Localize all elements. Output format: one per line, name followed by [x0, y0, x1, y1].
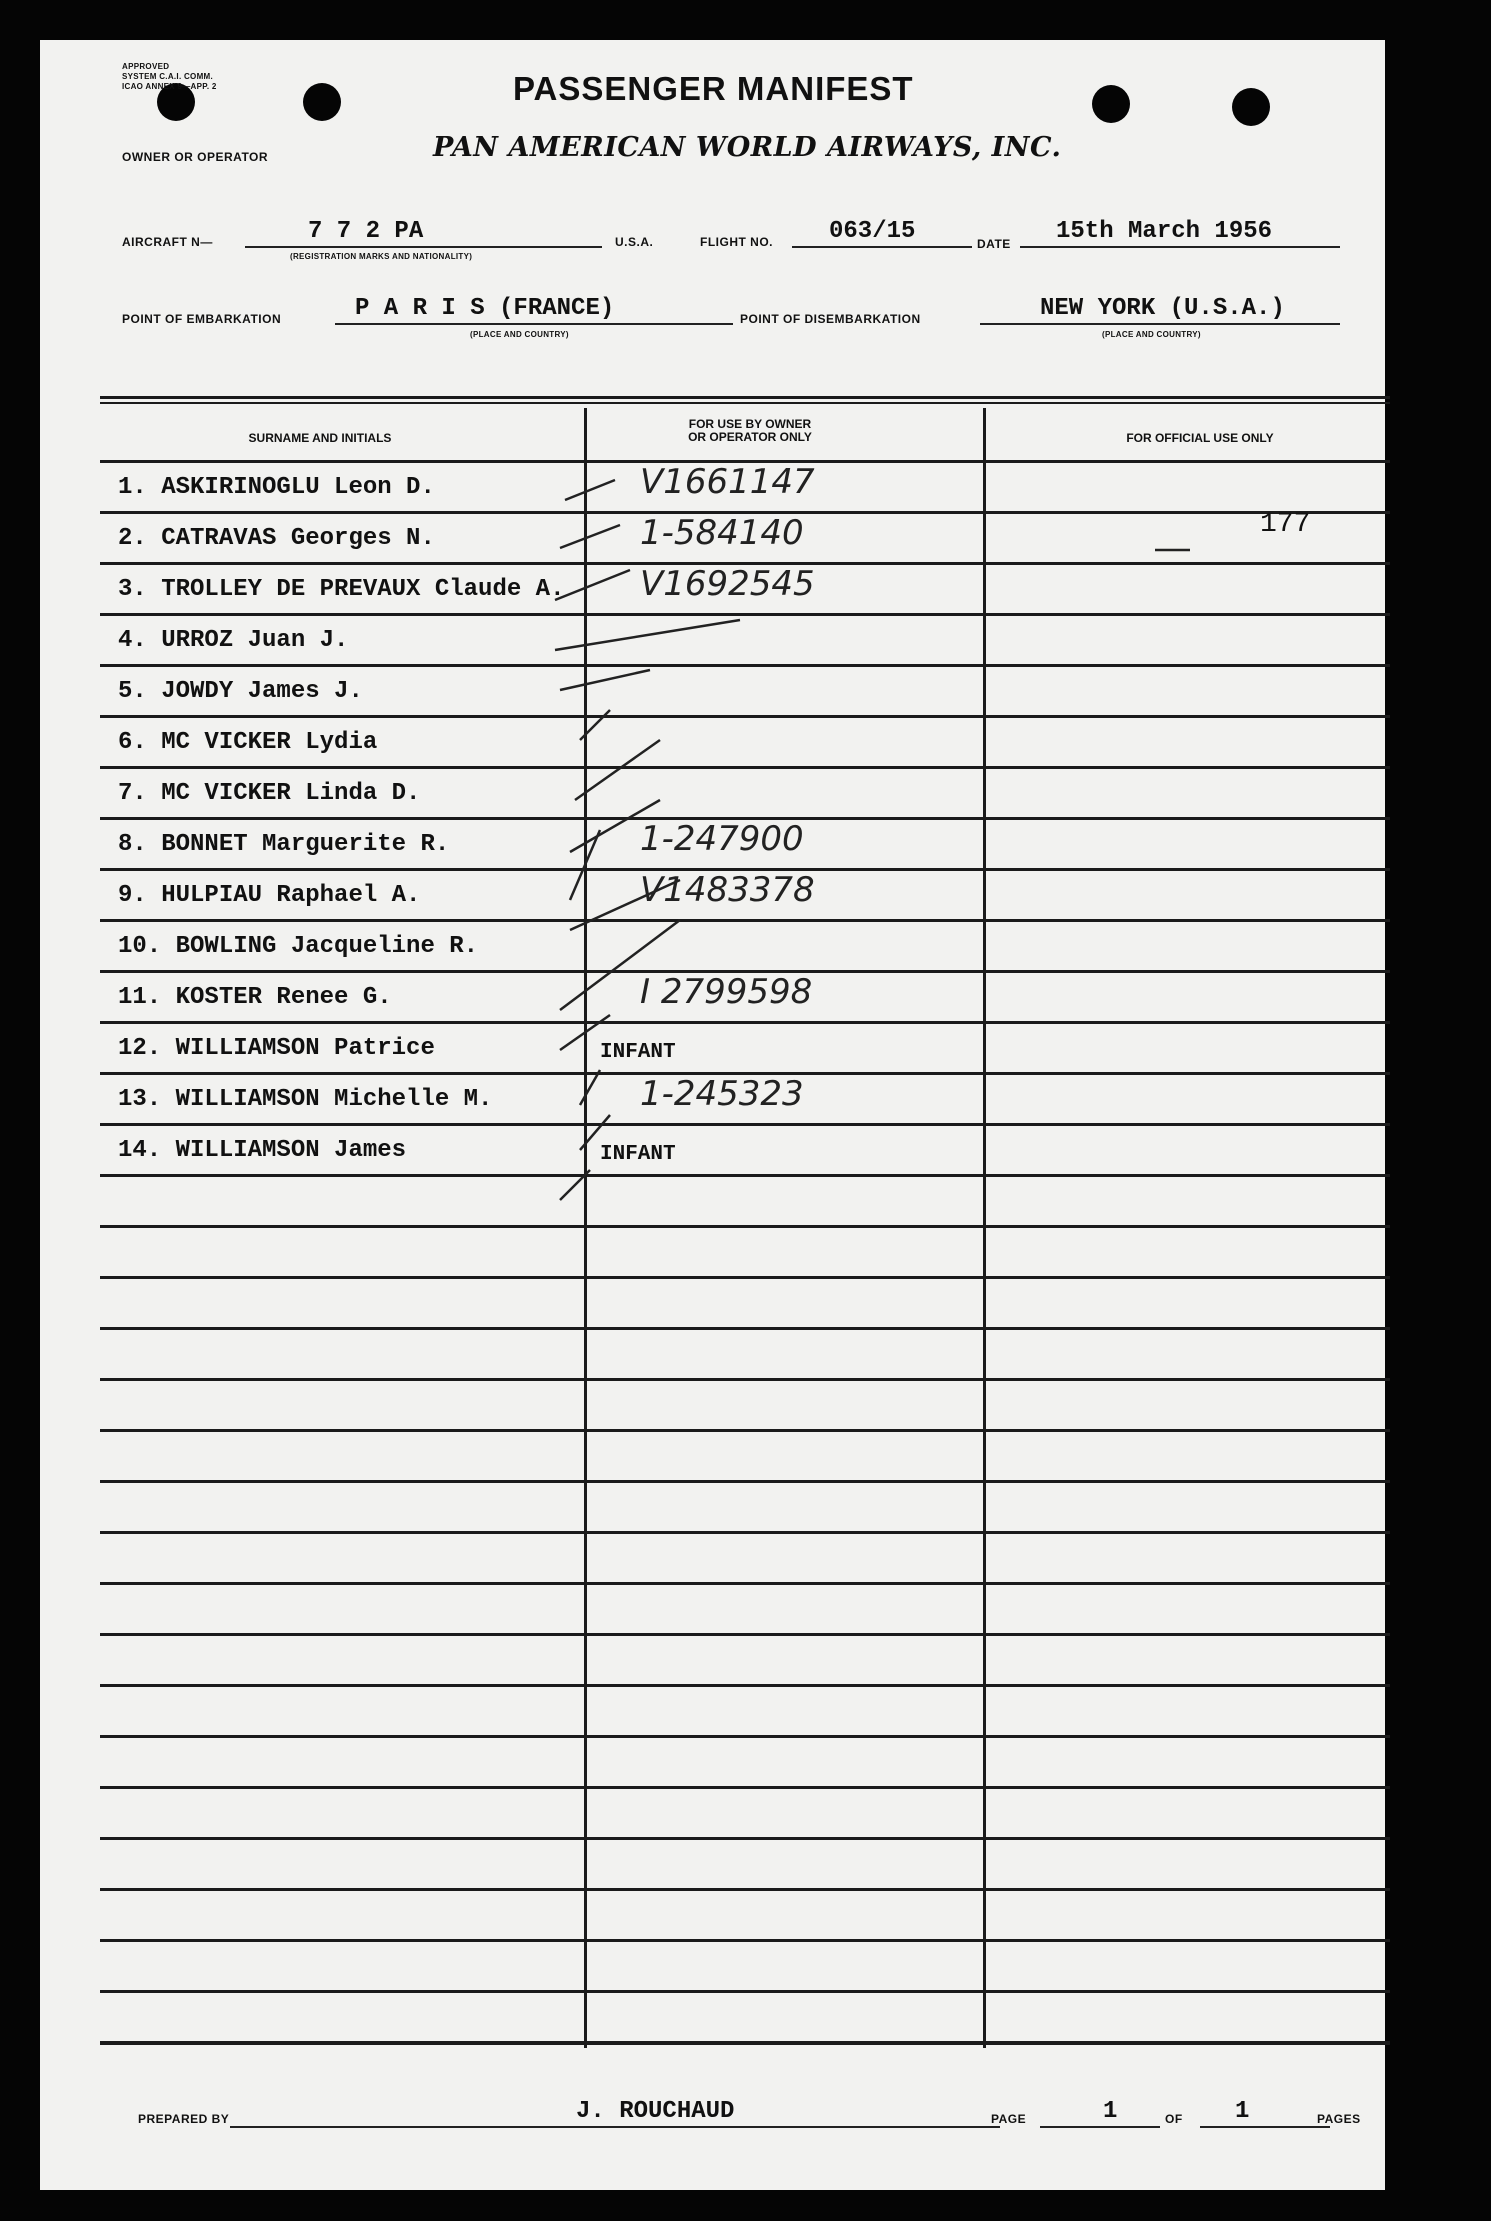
passenger-name: 8. BONNET Marguerite R. [118, 831, 450, 858]
passenger-name: 6. MC VICKER Lydia [118, 729, 378, 756]
owner-note: V1661147 [640, 462, 815, 502]
flight-label: FLIGHT NO. [700, 235, 773, 249]
passenger-name: 9. HULPIAU Raphael A. [118, 882, 421, 909]
approval-line: SYSTEM C.A.I. COMM. [122, 72, 214, 81]
pages-label: PAGES [1317, 2112, 1361, 2126]
page-number: 1 [1103, 2098, 1118, 2125]
handwritten-ticks [40, 40, 1385, 2190]
passenger-name: 4. URROZ Juan J. [118, 627, 349, 654]
document-title: PASSENGER MANIFEST [513, 70, 914, 107]
column-header-owner-line: OR OPERATOR ONLY [688, 430, 812, 444]
passenger-name: 13. WILLIAMSON Michelle M. [118, 1086, 493, 1113]
owner-value: PAN AMERICAN WORLD AIRWAYS, INC. [433, 132, 1062, 163]
page-total: 1 [1235, 2098, 1250, 2125]
embarkation-label: POINT OF EMBARKATION [122, 312, 282, 326]
passenger-name: 2. CATRAVAS Georges N. [118, 525, 435, 552]
disembarkation-label: POINT OF DISEMBARKATION [740, 312, 921, 326]
aircraft-label: AIRCRAFT N— [122, 235, 213, 249]
of-label: OF [1165, 2112, 1183, 2126]
flight-value: 063/15 [829, 218, 916, 245]
disembarkation-value: NEW YORK (U.S.A.) [1040, 295, 1285, 322]
passenger-name: 3. TROLLEY DE PREVAUX Claude A. [118, 576, 565, 603]
column-header-official: FOR OFFICIAL USE ONLY [1126, 431, 1274, 445]
owner-note: 1-247900 [640, 819, 804, 859]
owner-note: INFANT [600, 1143, 676, 1166]
approval-line: APPROVED [122, 62, 170, 71]
page-label: PAGE [991, 2112, 1027, 2126]
usa-label: U.S.A. [615, 235, 654, 249]
passenger-name: 10. BOWLING Jacqueline R. [118, 933, 479, 960]
disembarkation-caption: (PLACE AND COUNTRY) [1102, 330, 1201, 339]
date-label: DATE [977, 237, 1011, 251]
embarkation-value: P A R I S (FRANCE) [355, 295, 615, 322]
column-header-surname: SURNAME AND INITIALS [248, 431, 392, 445]
passenger-name: 1. ASKIRINOGLU Leon D. [118, 474, 435, 501]
column-header-owner-line: FOR USE BY OWNER [688, 417, 812, 431]
owner-label: OWNER OR OPERATOR [122, 150, 269, 164]
passenger-name: 14. WILLIAMSON James [118, 1137, 407, 1164]
aircraft-caption: (REGISTRATION MARKS AND NATIONALITY) [290, 252, 473, 261]
date-value: 15th March 1956 [1056, 218, 1273, 245]
passenger-name: 12. WILLIAMSON Patrice [118, 1035, 435, 1062]
embarkation-caption: (PLACE AND COUNTRY) [470, 330, 569, 339]
manifest-page [40, 40, 1385, 2190]
owner-note: V1692545 [640, 564, 815, 604]
passenger-name: 7. MC VICKER Linda D. [118, 780, 421, 807]
passenger-name: 5. JOWDY James J. [118, 678, 363, 705]
owner-note: INFANT [600, 1041, 676, 1064]
official-note: 177 [1260, 509, 1311, 540]
owner-note: 1-584140 [640, 513, 804, 553]
passenger-name: 11. KOSTER Renee G. [118, 984, 392, 1011]
owner-note: 1-245323 [640, 1074, 804, 1114]
prepared-by-label: PREPARED BY [138, 2112, 230, 2126]
owner-note: V1483378 [640, 870, 815, 910]
owner-note: I 2799598 [640, 972, 813, 1012]
prepared-by-value: J. ROUCHAUD [576, 2098, 735, 2125]
aircraft-value: 7 7 2 PA [308, 218, 424, 245]
approval-line: ICAO ANNEX 9—APP. 2 [122, 82, 217, 91]
